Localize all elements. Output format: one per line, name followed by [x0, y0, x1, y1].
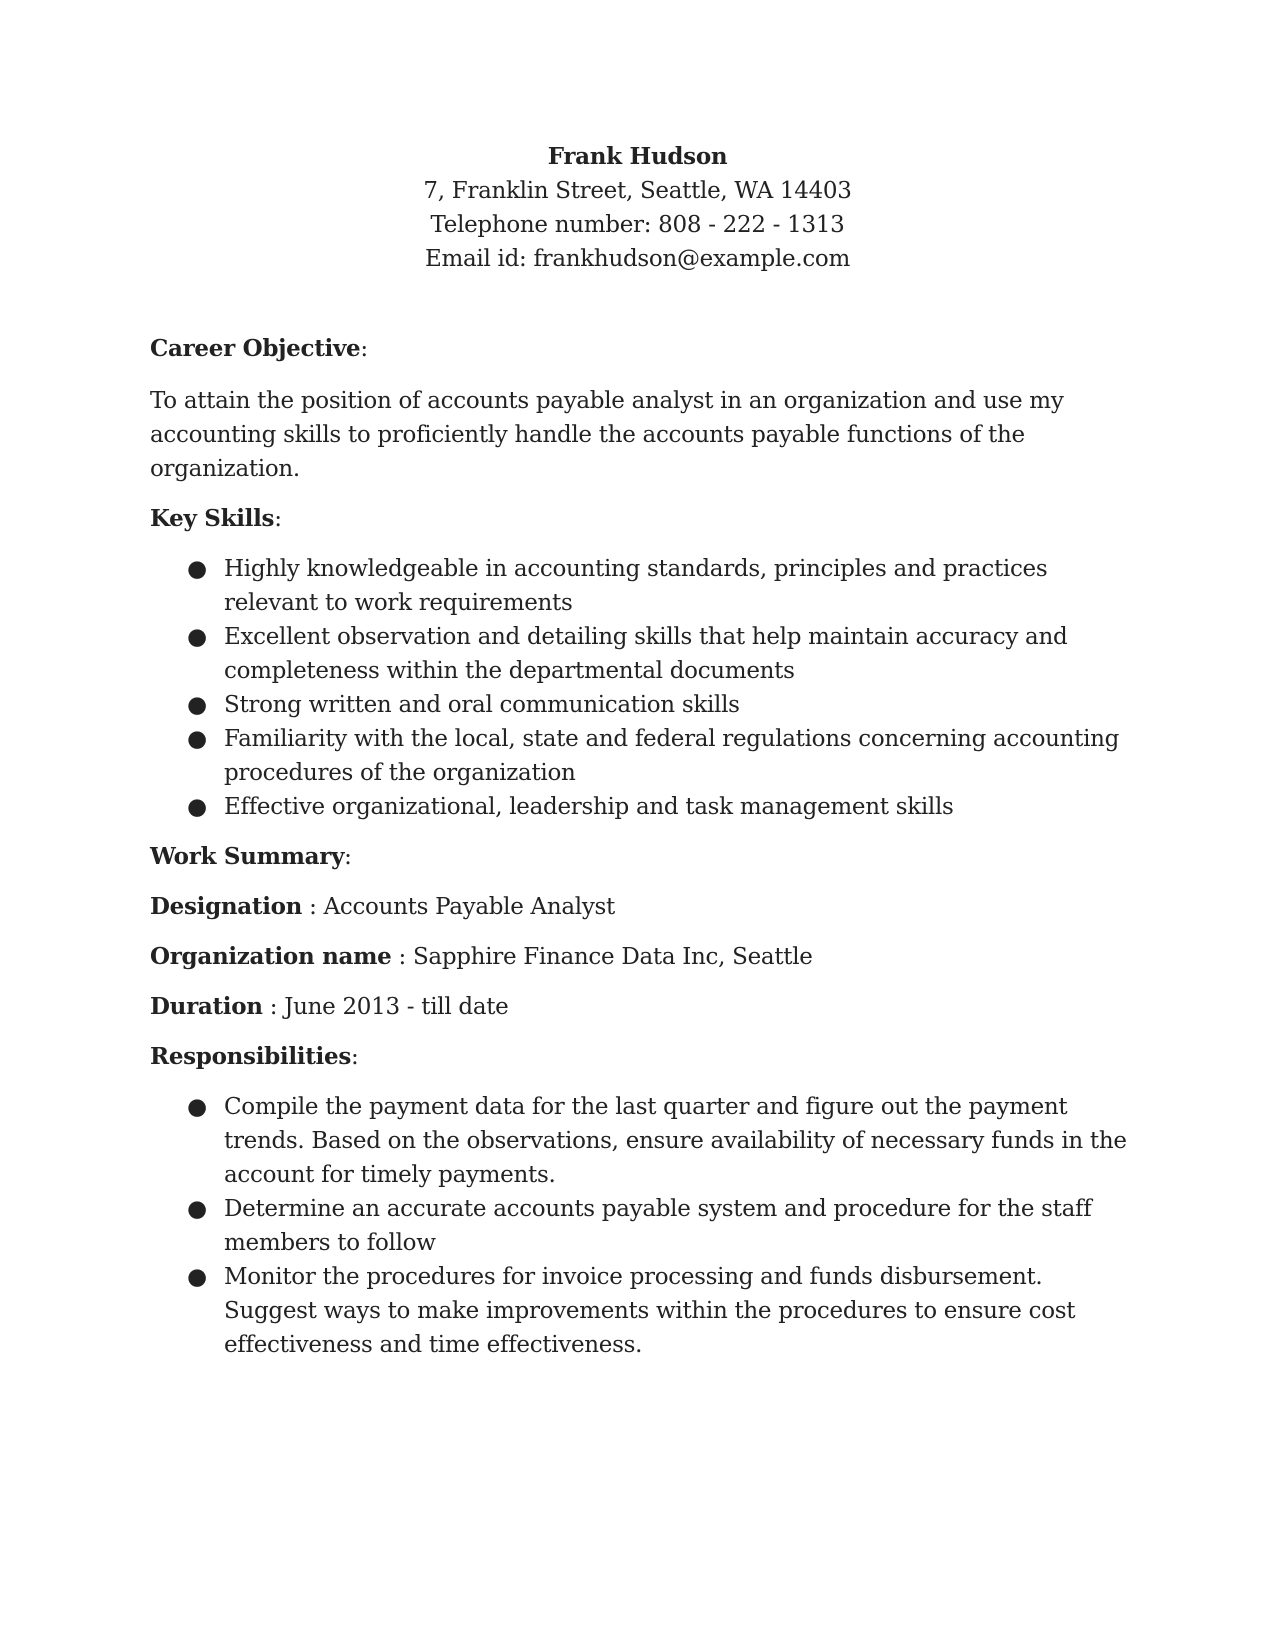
bullet-icon: ● — [187, 624, 207, 650]
candidate-email: Email id: frankhudson@example.com — [424, 246, 850, 272]
designation-label: Designation — [150, 893, 303, 920]
organization-value: : Sapphire Finance Data Inc, Seattle — [391, 944, 813, 970]
responsibility-text: Monitor the procedures for invoice processing and funds disbursement. Suggest ways to make improvements within the procedures to ensure cost effectiveness and time effectiveness. — [224, 1264, 1076, 1358]
list-item — [150, 722, 1130, 790]
bullet-icon: ● — [187, 556, 207, 582]
key-skill-text: Familiarity with the local, state and federal regulations concerning accounting procedures of the organization — [224, 726, 1120, 786]
career-objective-text: To attain the position of accounts payable analyst in an organization and use my accounting skills to proficiently handle the accounts payable functions of the organization. — [150, 388, 1064, 482]
resume-header — [0, 140, 1275, 276]
bullet-icon: ● — [187, 1094, 207, 1120]
resume-body — [150, 332, 1130, 1362]
duration-label: Duration — [150, 993, 263, 1020]
key-skills-heading-colon: : — [274, 506, 282, 532]
list-item — [150, 1260, 1130, 1362]
bullet-icon: ● — [187, 692, 207, 718]
organization-line — [150, 940, 1130, 974]
key-skills-heading-text: Key Skills — [150, 505, 275, 532]
career-objective-heading — [150, 332, 1130, 366]
candidate-telephone: Telephone number: 808 - 222 - 1313 — [430, 212, 845, 238]
key-skill-text: Highly knowledgeable in accounting standards, principles and practices relevant to work requirements — [224, 556, 1048, 616]
key-skills-list — [150, 552, 1130, 824]
work-summary-heading — [150, 840, 1130, 874]
bullet-icon: ● — [187, 1264, 207, 1290]
responsibility-text: Compile the payment data for the last quarter and figure out the payment trends. Based on the observations, ensure availability of necessary funds in the account for timely payments. — [224, 1094, 1127, 1188]
work-summary-heading-colon: : — [344, 844, 352, 870]
career-objective-heading-colon: : — [360, 336, 368, 362]
bullet-icon: ● — [187, 794, 207, 820]
duration-value: : June 2013 - till date — [262, 994, 509, 1020]
responsibilities-heading-text: Responsibilities — [150, 1043, 351, 1070]
responsibilities-heading-colon: : — [350, 1044, 359, 1070]
list-item — [150, 1192, 1130, 1260]
career-objective-heading-text: Career Objective — [150, 335, 361, 362]
designation-value: : Accounts Payable Analyst — [302, 894, 615, 920]
list-item — [150, 1090, 1130, 1192]
list-item — [150, 552, 1130, 620]
bullet-icon: ● — [187, 1196, 207, 1222]
list-item — [150, 688, 1130, 722]
responsibilities-list — [150, 1090, 1130, 1362]
bullet-icon: ● — [187, 726, 207, 752]
key-skill-text: Strong written and oral communication skills — [224, 692, 740, 718]
responsibility-text: Determine an accurate accounts payable system and procedure for the staff members to follow — [224, 1196, 1092, 1256]
key-skills-heading — [150, 502, 1130, 536]
organization-label: Organization name — [150, 943, 392, 970]
list-item — [150, 790, 1130, 824]
duration-line — [150, 990, 1130, 1024]
candidate-name: Frank Hudson — [547, 143, 728, 170]
key-skill-text: Excellent observation and detailing skills that help maintain accuracy and completeness within the departmental documents — [224, 624, 1068, 684]
designation-line — [150, 890, 1130, 924]
work-summary-heading-text: Work Summary — [150, 843, 345, 870]
responsibilities-heading — [150, 1040, 1130, 1074]
list-item — [150, 620, 1130, 688]
candidate-address: 7, Franklin Street, Seattle, WA 14403 — [423, 178, 852, 204]
key-skill-text: Effective organizational, leadership and task management skills — [224, 794, 954, 820]
